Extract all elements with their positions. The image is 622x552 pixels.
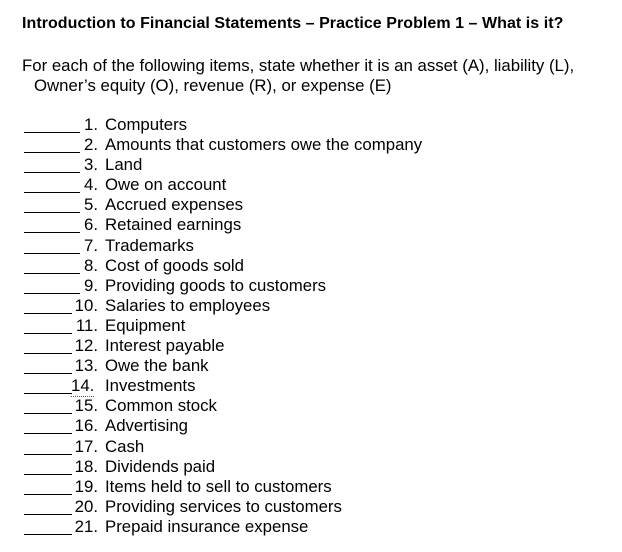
instructions-line-1: For each of the following items, state whether it is an asset (A), liability (L),: [22, 56, 575, 75]
item-label: Advertising: [105, 416, 189, 436]
item-number: 20.: [74, 496, 98, 516]
instructions: [22, 56, 574, 96]
item-label: Computers: [105, 115, 188, 134]
item-number: 3.: [84, 155, 98, 175]
item-label: Owe the bank: [105, 356, 209, 376]
item-label: Amounts that customers owe the company: [105, 135, 423, 155]
item-label: Dividends paid: [105, 456, 216, 476]
item-label: Trademarks: [105, 235, 194, 255]
item-number: 16.: [74, 416, 98, 436]
item-label: Retained earnings: [105, 215, 242, 235]
item-number: 9.: [84, 275, 98, 295]
item-label: Items held to sell to customers: [105, 476, 332, 496]
item-number: 12.: [74, 336, 98, 356]
item-label: Accrued expenses: [105, 195, 244, 215]
page-title: Introduction to Financial Statements – Practice Problem 1 – What is it?: [22, 15, 564, 32]
item-number: 15.: [74, 396, 98, 416]
item-label: Investments: [105, 376, 196, 396]
item-label: Cost of goods sold: [105, 255, 244, 275]
item-number: 1.: [84, 115, 98, 134]
answer-blank[interactable]: [24, 393, 72, 394]
item-number: 5.: [84, 195, 98, 215]
item-number: 8.: [84, 255, 98, 275]
item-label: Cash: [105, 436, 145, 456]
item-label: Salaries to employees: [105, 295, 271, 315]
item-label: Providing goods to customers: [105, 275, 327, 295]
item-label: Owe on account: [105, 175, 227, 195]
item-number: 10.: [74, 295, 98, 315]
item-number: 6.: [84, 215, 98, 235]
item-number: 7.: [84, 235, 98, 255]
item-label: Providing services to customers: [105, 496, 342, 516]
item-label: Land: [105, 155, 143, 175]
instructions-line-2: Owner’s equity (O), revenue (R), or expense (E): [34, 76, 392, 95]
item-number: 13.: [74, 356, 98, 376]
item-number: 14.: [71, 376, 94, 397]
item-label: Interest payable: [105, 336, 225, 356]
item-number: 21.: [74, 516, 98, 536]
item-number: 2.: [84, 135, 98, 155]
item-number: 18.: [74, 456, 98, 476]
item-label: Common stock: [105, 396, 217, 416]
item-number: 17.: [74, 436, 98, 456]
item-number: 11.: [75, 315, 98, 335]
item-number: 19.: [74, 476, 98, 496]
item-label: Equipment: [105, 315, 186, 335]
item-number: 4.: [84, 175, 98, 195]
item-label: Prepaid insurance expense: [105, 516, 309, 536]
